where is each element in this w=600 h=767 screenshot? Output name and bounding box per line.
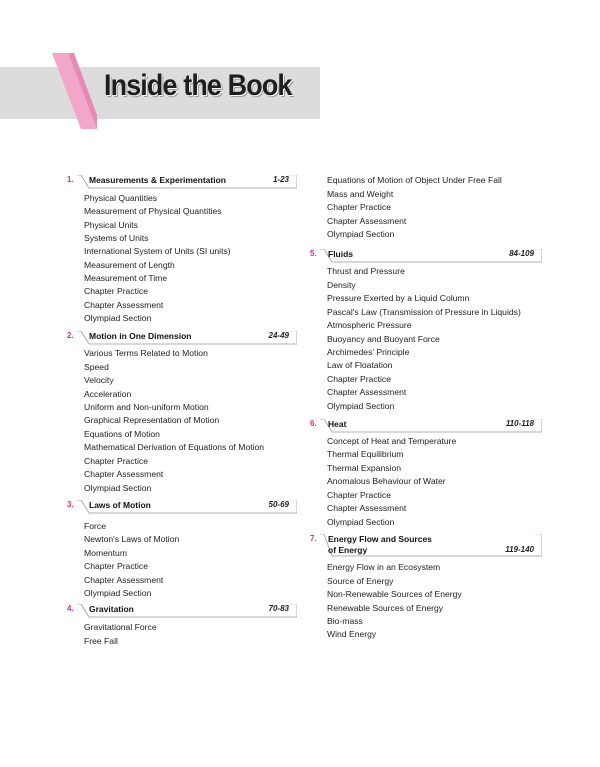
topic: Equations of Motion of Object Under Free Fall [327,175,502,185]
topic: Chapter Practice [327,490,392,500]
topic: Velocity [84,375,114,385]
topic: Momentum [84,548,127,558]
chapter-2-pages: 24-49 [268,331,289,340]
topic: Gravitational Force [84,622,157,632]
chapter-5-header[interactable] [310,249,540,267]
chapter-7-header[interactable] [310,534,540,560]
page-title: Inside the Book [104,69,292,102]
topic: Equations of Motion [84,429,160,439]
chapter-3-pages: 50-69 [268,500,289,509]
topic: Source of Energy [327,576,394,586]
chapter-1-pages: 1-23 [272,175,289,184]
chapter-1-title: Measurements & Experimentation [89,175,226,185]
topic: Speed [84,362,109,372]
topic: Renewable Sources of Energy [327,603,444,613]
topic: Chapter Assessment [84,300,164,310]
chapter-6-pages: 110-118 [505,419,534,428]
chapter-3-title: Laws of Motion [89,500,151,510]
chapter-2-number: 2. [67,331,74,340]
topic: Thermal Expansion [327,463,402,473]
chapter-3-header[interactable] [67,500,297,518]
chapter-6-title: Heat [328,419,347,429]
topic: Chapter Practice [84,286,149,296]
topic: Concept of Heat and Temperature [327,436,457,446]
topic: Physical Units [84,220,138,230]
topic: Energy Flow in an Ecosystem [327,562,441,572]
topic: Chapter Practice [327,202,392,212]
topic: Measurement of Physical Quantities [84,206,222,216]
chapter-4-number: 4. [67,604,74,613]
topic: Acceleration [84,389,132,399]
chapter-5-title: Fluids [328,249,354,259]
topic: Measurement of Length [84,260,175,270]
topic: Systems of Units [84,233,149,243]
topic: Chapter Practice [84,561,149,571]
topic: Olympiad Section [327,229,395,239]
topic: Chapter Assessment [327,387,407,397]
topic: Thrust and Pressure [327,266,405,276]
topic: Chapter Assessment [327,503,407,513]
topic: Density [327,280,356,290]
topic: Atmospheric Pressure [327,320,412,330]
topic: Pressure Exerted by a Liquid Column [327,293,470,303]
topic: Olympiad Section [84,483,152,493]
topic: Free Fall [84,636,118,646]
chapter-5-number: 5. [310,249,317,258]
topic: Wind Energy [327,629,377,639]
topic: Chapter Assessment [84,575,164,585]
topic: International System of Units (SI units) [84,246,231,256]
topic: Non-Renewable Sources of Energy [327,589,462,599]
chapter-2-header[interactable] [67,331,297,349]
chapter-4-title: Gravitation [89,604,134,614]
chapter-5-pages: 84-109 [509,249,534,258]
chapter-7-title-line-2: of Energy [328,545,368,555]
chapter-7-number: 7. [310,534,317,543]
topic: Archimedes' Principle [327,347,410,357]
chapter-1-header[interactable] [67,175,297,193]
topic: Measurement of Time [84,273,168,283]
chapter-2-title: Motion in One Dimension [89,331,192,341]
topic: Chapter Assessment [84,469,164,479]
topic: Anomalous Behaviour of Water [327,476,446,486]
topic: Physical Quantities [84,193,158,203]
topic: Olympiad Section [327,517,395,527]
topic: Mass and Weight [327,189,394,199]
topic: Various Terms Related to Motion [84,348,208,358]
topic: Buoyancy and Buoyant Force [327,334,440,344]
topic: Bio-mass [327,616,363,626]
chapter-1-number: 1. [67,175,74,184]
topic: Olympiad Section [327,401,395,411]
topic: Newton's Laws of Motion [84,534,180,544]
topic: Olympiad Section [84,588,152,598]
topic: Mathematical Derivation of Equations of Motion [84,442,265,452]
topic: Force [84,521,106,531]
topic: Graphical Representation of Motion [84,415,220,425]
topic: Chapter Assessment [327,216,407,226]
chapter-3-number: 3. [67,500,74,509]
topic: Pascal's Law (Transmission of Pressure in Liquids) [327,307,521,317]
topic: Chapter Practice [84,456,149,466]
chapter-6-number: 6. [310,419,317,428]
chapter-4-pages: 70-83 [268,604,289,613]
chapter-7-title-line-1: Energy Flow and Sources [328,534,432,544]
topic: Law of Floatation [327,360,393,370]
topic: Olympiad Section [84,313,152,323]
chapter-7-pages: 119-140 [505,545,534,554]
chapter-4-header[interactable] [67,604,297,622]
topic: Thermal Equilibrium [327,449,404,459]
topic: Uniform and Non-uniform Motion [84,402,209,412]
pink-ribbon-decoration [52,53,97,129]
topic: Chapter Practice [327,374,392,384]
chapter-6-header[interactable] [310,419,540,437]
